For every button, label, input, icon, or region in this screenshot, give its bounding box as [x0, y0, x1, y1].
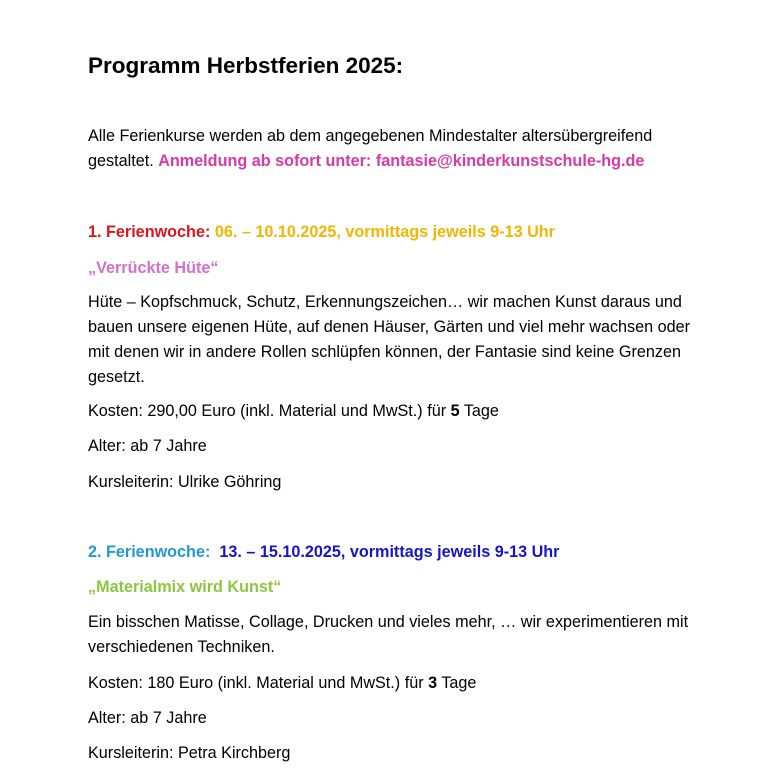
intro-text: Alle Ferienkurse werden ab dem angegebenen Mindestalter altersübergreifend gestaltet. — [88, 127, 653, 170]
week-1-course-title: „Verrückte Hüte“ — [88, 259, 219, 277]
week-2-instructor: Kursleiterin: Petra Kirchberg — [88, 744, 291, 762]
week-2-cost — [88, 671, 476, 696]
week-1-age: Alter: ab 7 Jahre — [88, 437, 207, 455]
week-2-cost-prefix: Kosten: 180 Euro (inkl. Material und MwSt.) für — [88, 674, 429, 692]
signup-contact: Anmeldung ab sofort unter: fantasie@kinderkunstschule-hg.de — [158, 152, 645, 170]
week-2-description: Ein bisschen Matisse, Collage, Drucken und vieles mehr, … wir experimentieren mit verschiedenen Techniken. — [88, 613, 689, 656]
week-1-instructor: Kursleiterin: Ulrike Göhring — [88, 473, 282, 491]
week-1-description: Hüte – Kopfschmuck, Schutz, Erkennungszeichen… wir machen Kunst daraus und bauen unsere eigenen Hüte, auf denen Häuser, Gärten und viel mehr wachsen oder mit denen wir in andere Rollen schlüpfen können, der Fantasie sind keine Grenzen gesetzt. — [88, 293, 691, 386]
page-title: Programm Herbstferien 2025: — [88, 53, 404, 78]
week-2-dates: 13. – 15.10.2025, vormittags jeweils 9-13 Uhr — [219, 543, 560, 561]
week-1-label: 1. Ferienwoche: — [88, 223, 215, 241]
week-1-cost-days: 5 — [450, 402, 460, 420]
week-2-cost-suffix: Tage — [437, 674, 477, 692]
week-1-dates: 06. – 10.10.2025, vormittags jeweils 9-13 Uhr — [214, 223, 555, 241]
week-2-cost-days: 3 — [428, 674, 438, 692]
week-2-heading — [88, 540, 559, 565]
week-2-age: Alter: ab 7 Jahre — [88, 709, 207, 727]
week-1-cost-suffix: Tage — [459, 402, 499, 420]
week-2-course-title: „Materialmix wird Kunst“ — [88, 578, 282, 596]
intro-paragraph — [88, 124, 708, 174]
week-2-label: 2. Ferienwoche: — [88, 543, 220, 561]
week-1-heading — [88, 220, 555, 245]
week-1-cost-prefix: Kosten: 290,00 Euro (inkl. Material und MwSt.) für — [88, 402, 451, 420]
week-1-cost — [88, 399, 499, 424]
